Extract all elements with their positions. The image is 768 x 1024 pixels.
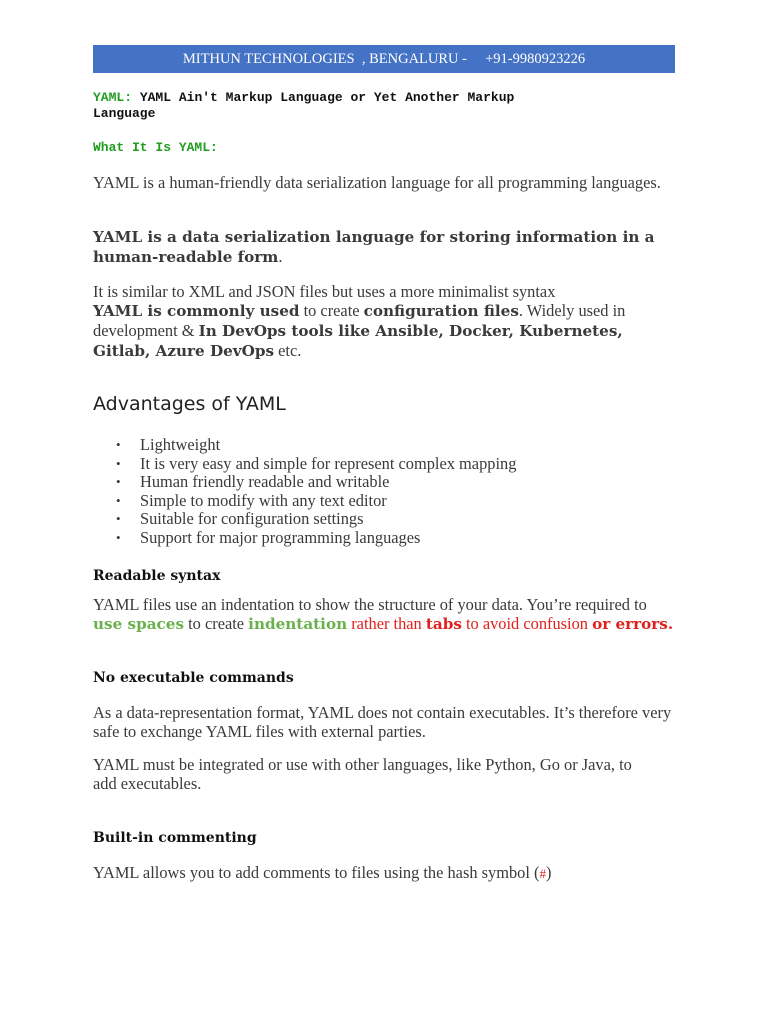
advantages-heading: Advantages of YAML <box>93 393 286 415</box>
intro-paragraph-2 <box>93 227 678 267</box>
intro-p3-g: etc. <box>274 341 302 360</box>
no-executable-paragraph-1: As a data-representation format, YAML does not contain executables. It’s therefore very safe to exchange YAML files with external parties. <box>93 703 672 741</box>
bullet-icon: • <box>116 455 121 471</box>
list-item <box>112 492 516 511</box>
list-item <box>112 455 516 474</box>
readable-syntax-heading: Readable syntax <box>93 568 221 584</box>
title-text-line2: Language <box>93 106 156 121</box>
bullet-icon: • <box>116 529 121 545</box>
header-bar <box>93 45 675 73</box>
intro-p3-b: YAML is commonly used <box>93 302 300 320</box>
readable-use-spaces: use spaces <box>93 615 185 633</box>
list-item <box>112 473 516 492</box>
readable-text-g: to avoid confusion <box>461 614 593 633</box>
intro-paragraph-3 <box>93 282 678 361</box>
list-item-text: Simple to modify with any text editor <box>140 490 387 510</box>
readable-text-a: YAML files use an indentation to show the structure of your data. You’re required to <box>93 595 647 614</box>
what-is-yaml-subhead: What It Is YAML: <box>93 140 218 155</box>
intro-p3-c: to create <box>299 301 364 320</box>
bullet-icon: • <box>116 437 121 452</box>
title-text-line1: YAML Ain't Markup Language or Yet Another Markup <box>132 90 515 105</box>
commenting-paragraph <box>93 863 678 883</box>
list-item-text: It is very easy and simple for represent complex mapping <box>140 453 517 473</box>
list-item-text: Lightweight <box>140 435 221 454</box>
bullet-icon: • <box>116 511 121 527</box>
intro-p2-bold: YAML is a data serialization language for storing information in a human-readable form <box>93 228 655 266</box>
bullet-icon: • <box>116 474 121 490</box>
title-yaml-word: YAML <box>93 90 125 105</box>
readable-text-c: to create <box>184 614 249 633</box>
list-item <box>112 510 516 529</box>
intro-p2-end: . <box>278 247 283 266</box>
intro-p3-e: . Widely used in development & <box>93 301 626 340</box>
readable-tabs: tabs <box>425 615 462 633</box>
readable-syntax-paragraph <box>93 595 678 634</box>
header-text: MITHUN TECHNOLOGIES , BENGALURU - +91-9980923226 <box>182 50 586 67</box>
intro-paragraph-1: YAML is a human-friendly data serialization language for all programming languages. <box>93 173 661 192</box>
hash-symbol: # <box>539 866 546 881</box>
no-executable-heading: No executable commands <box>93 670 294 686</box>
list-item-text: Human friendly readable and writable <box>140 472 390 492</box>
readable-indentation: indentation <box>248 615 348 633</box>
readable-or-errors: or errors. <box>592 615 674 633</box>
list-item-text: Suitable for configuration settings <box>140 509 364 529</box>
readable-text-e: rather than <box>347 614 426 633</box>
commenting-text-b: ) <box>545 863 552 882</box>
intro-p3-f: In DevOps tools like Ansible, Docker, Kubernetes, Gitlab, Azure DevOps <box>93 322 623 360</box>
list-item-text: Support for major programming languages <box>140 527 421 547</box>
list-item <box>112 436 516 455</box>
doc-title <box>93 90 633 122</box>
built-in-commenting-heading: Built-in commenting <box>93 830 257 846</box>
intro-p3-d: configuration files <box>363 302 519 320</box>
intro-p3-a: It is similar to XML and JSON files but uses a more minimalist syntax <box>93 282 556 301</box>
bullet-icon: • <box>116 492 121 508</box>
commenting-text-a: YAML allows you to add comments to files using the hash symbol ( <box>93 863 540 882</box>
title-colon: : <box>124 90 133 105</box>
list-item <box>112 529 516 548</box>
no-executable-paragraph-2: YAML must be integrated or use with other languages, like Python, Go or Java, to add executables. <box>93 755 632 793</box>
advantages-list <box>112 436 516 548</box>
